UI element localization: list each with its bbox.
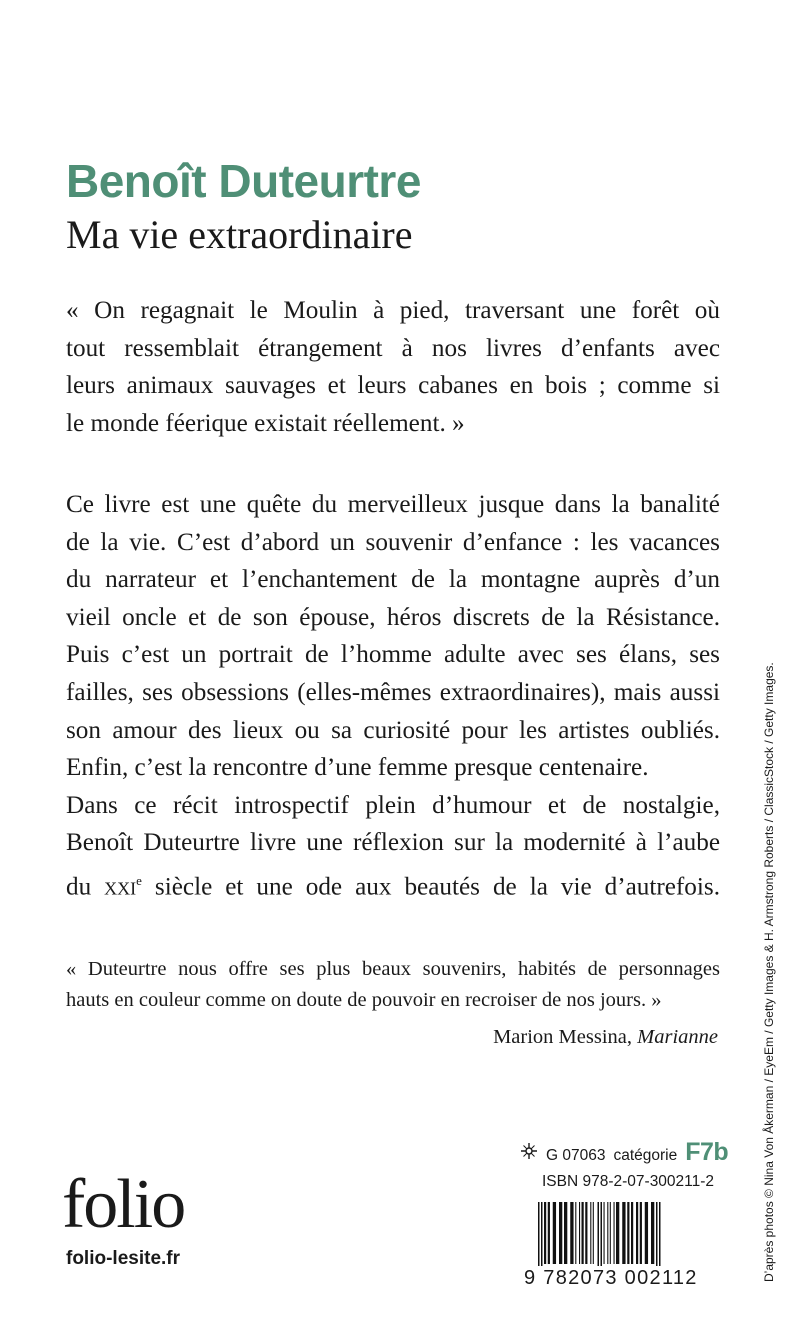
barcode-bar xyxy=(538,1202,540,1268)
excerpt-line: leurs animaux sauvages et leurs cabanes en bois ; comme si xyxy=(66,372,720,400)
press-review xyxy=(66,954,720,1016)
century-superscript: e xyxy=(136,872,142,888)
review-line: hauts en couleur comme on doute de pouvoir en recroiser de nos jours. » xyxy=(66,989,662,1011)
excerpt-line: « On regagnait le Moulin à pied, traversant une forêt où xyxy=(66,297,720,324)
century-numeral: xxi xyxy=(104,873,137,901)
publication-name: Marianne xyxy=(637,1026,718,1048)
barcode-bar xyxy=(601,1202,603,1268)
excerpt-line: le monde féerique existait réellement. » xyxy=(66,409,465,437)
publisher-website: folio-lesite.fr xyxy=(66,1248,181,1269)
barcode-bar xyxy=(579,1202,580,1264)
summary-fragment: siècle et une ode aux beautés de la vie d’autrefois. xyxy=(141,873,720,901)
barcode-bar xyxy=(598,1202,600,1268)
category-label: catégorie xyxy=(613,1147,678,1164)
summary-line: du narrateur et l’enchantement de la montagne auprès d’un xyxy=(66,566,720,594)
category-code: F7b xyxy=(685,1138,729,1166)
summary-line: son amour des lieux ou sa curiosité pour les artistes oubliés. xyxy=(66,716,720,744)
review-line: « Duteurtre nous offre ses plus beaux souvenirs, habités de personnages xyxy=(66,958,720,980)
barcode-bar xyxy=(590,1202,591,1264)
isbn-barcode xyxy=(524,1202,724,1302)
barcode-digits: 9 782073 002112 xyxy=(524,1266,724,1288)
barcode-bar xyxy=(616,1202,619,1264)
barcode-bar xyxy=(548,1202,550,1264)
excerpt-line: tout ressemblait étrangement à nos livres d’enfants avec xyxy=(66,334,720,362)
barcode-bar xyxy=(544,1202,546,1264)
author-name: Benoît Duteurtre xyxy=(66,155,421,207)
barcode-bar xyxy=(570,1202,573,1264)
barcode-bar xyxy=(640,1202,642,1264)
barcode-bar xyxy=(559,1202,562,1264)
book-summary xyxy=(66,486,720,906)
barcode-bar xyxy=(622,1202,625,1264)
catalog-row xyxy=(520,1138,728,1167)
barcode-bar xyxy=(564,1202,567,1264)
summary-fragment: du xyxy=(66,873,105,901)
review-source xyxy=(493,1022,718,1053)
book-title: Ma vie extraordinaire xyxy=(66,212,413,257)
barcode-bar xyxy=(631,1202,633,1264)
excerpt-quote xyxy=(66,292,720,442)
barcode-bar xyxy=(636,1202,638,1264)
barcode-bar xyxy=(575,1202,576,1264)
summary-line: vieil oncle et de son épouse, héros discrets de la Résistance. xyxy=(66,603,720,631)
summary-line: Enfin, c’est la rencontre d’une femme presque centenaire. xyxy=(66,754,649,782)
summary-line: Puis c’est un portrait de l’homme adulte avec ses élans, ses xyxy=(66,641,720,669)
barcode-bar xyxy=(585,1202,587,1264)
barcode-bar xyxy=(656,1202,658,1268)
summary-line: de la vie. C’est d’abord un souvenir d’enfance : les vacances xyxy=(66,528,720,556)
barcode-bar xyxy=(593,1202,594,1264)
folio-logo: folio xyxy=(62,1166,185,1243)
barcode-bar xyxy=(651,1202,654,1264)
barcode-bar xyxy=(604,1202,605,1264)
photo-credits: D’après photos © Nina Von Åkerman / EyeEm / Getty Images & H. Armstrong Roberts / ClassicStock / Getty Images. xyxy=(762,662,776,1282)
barcode-bar xyxy=(627,1202,629,1264)
summary-line xyxy=(66,862,720,906)
barcode-bar xyxy=(645,1202,648,1264)
barcode-bar xyxy=(582,1202,584,1264)
catalog-code: G 07063 xyxy=(546,1147,606,1164)
summary-line: Ce livre est une quête du merveilleux jusque dans la banalité xyxy=(66,491,720,518)
barcode-bar xyxy=(614,1202,615,1264)
folio-price-star-icon xyxy=(520,1142,538,1165)
barcode-bar xyxy=(553,1202,556,1264)
barcode-bar xyxy=(610,1202,611,1264)
barcode-bar xyxy=(541,1202,543,1268)
isbn-number: ISBN 978-2-07-300211-2 xyxy=(542,1173,715,1190)
catalog-info xyxy=(520,1138,728,1191)
barcode-bar xyxy=(607,1202,608,1264)
summary-line: Benoît Duteurtre livre une réflexion sur la modernité à l’aube xyxy=(66,829,720,857)
summary-line: Dans ce récit introspectif plein d’humour et de nostalgie, xyxy=(66,791,720,819)
reviewer-name: Marion Messina, xyxy=(493,1026,638,1048)
summary-line: failles, ses obsessions (elles-mêmes extraordinaires), mais aussi xyxy=(66,678,720,706)
barcode-bar xyxy=(659,1202,661,1268)
